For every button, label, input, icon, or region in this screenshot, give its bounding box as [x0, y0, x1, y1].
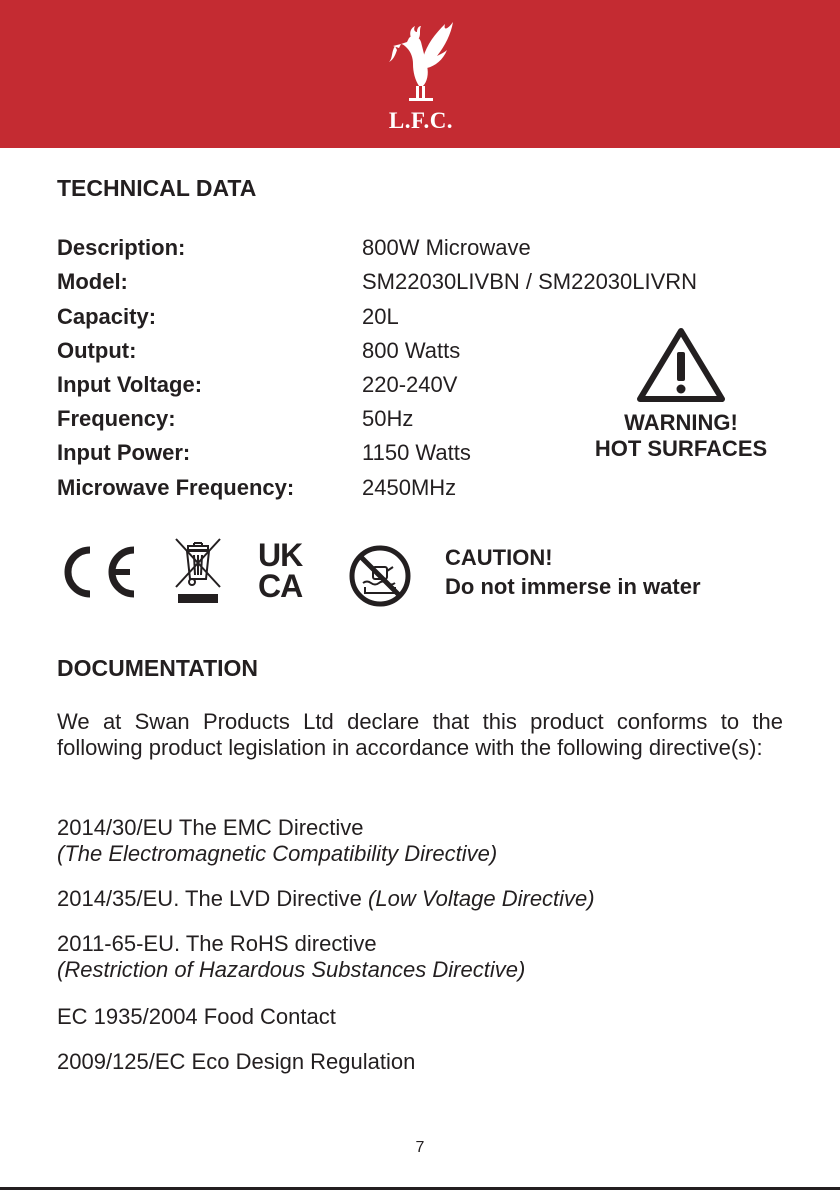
documentation-intro: We at Swan Products Ltd declare that this product conforms to the following product legislation in accordance with the following directive(s): [57, 709, 783, 760]
caution-line-2: Do not immerse in water [445, 574, 701, 599]
ce-mark-icon [56, 544, 140, 600]
crest-text: L.F.C. [388, 108, 454, 133]
spec-value-output: 800 Watts [362, 338, 461, 363]
spec-label-input-power: Input Power: [57, 440, 191, 465]
spec-value-input-power: 1150 Watts [362, 440, 471, 465]
hot-surface-warning [568, 326, 794, 462]
spec-label-input-voltage: Input Voltage: [57, 372, 203, 397]
spec-label-output: Output: [57, 338, 137, 363]
spec-label-frequency: Frequency: [57, 406, 176, 431]
documentation-heading: DOCUMENTATION [57, 655, 259, 681]
ukca-mark [258, 537, 322, 604]
spec-value-capacity: 20L [362, 304, 399, 329]
directive-lvd [57, 886, 783, 912]
spec-label-capacity: Capacity: [57, 304, 157, 329]
caution-notice [445, 543, 701, 601]
regulation-eco-design: 2009/125/EC Eco Design Regulation [57, 1049, 416, 1074]
header-band [0, 0, 840, 148]
caution-line-1: CAUTION! [445, 545, 553, 570]
technical-data-heading: TECHNICAL DATA [57, 175, 257, 201]
spec-label-description: Description: [57, 235, 186, 260]
ukca-line-2: CA [258, 568, 303, 604]
spec-value-input-voltage: 220-240V [362, 372, 458, 397]
directive-rohs-text: 2011-65-EU. The RoHS directive [57, 931, 377, 956]
regulation-food-contact: EC 1935/2004 Food Contact [57, 1004, 336, 1029]
spec-label-model: Model: [57, 269, 128, 294]
directive-emc-text: 2014/30/EU The EMC Directive [57, 815, 364, 840]
spec-value-frequency: 50Hz [362, 406, 414, 431]
ukca-line-1: UK [258, 537, 303, 573]
spec-value-description: 800W Microwave [362, 235, 531, 260]
warning-triangle-icon [635, 326, 727, 404]
spec-value-model: SM22030LIVBN / SM22030LIVRN [362, 269, 698, 294]
directive-emc [57, 815, 783, 867]
directive-lvd-text: 2014/35/EU. The LVD Directive [57, 886, 369, 911]
directive-rohs [57, 931, 783, 983]
warning-line-2: HOT SURFACES [594, 436, 768, 461]
spec-value-microwave-frequency: 2450MHz [362, 475, 457, 500]
do-not-immerse-icon [347, 543, 413, 609]
directive-emc-note: (The Electromagnetic Compatibility Directive) [57, 841, 498, 866]
spec-label-microwave-frequency: Microwave Frequency: [57, 475, 295, 500]
crossed-out-wheelie-bin-icon [172, 535, 224, 607]
directive-rohs-note: (Restriction of Hazardous Substances Directive) [57, 957, 526, 982]
liverbird-crest-icon [383, 14, 459, 136]
page-number: 7 [415, 1139, 425, 1156]
directive-lvd-note: (Low Voltage Directive) [368, 886, 595, 911]
bottom-rule [0, 1187, 840, 1190]
warning-line-1: WARNING! [624, 410, 738, 435]
